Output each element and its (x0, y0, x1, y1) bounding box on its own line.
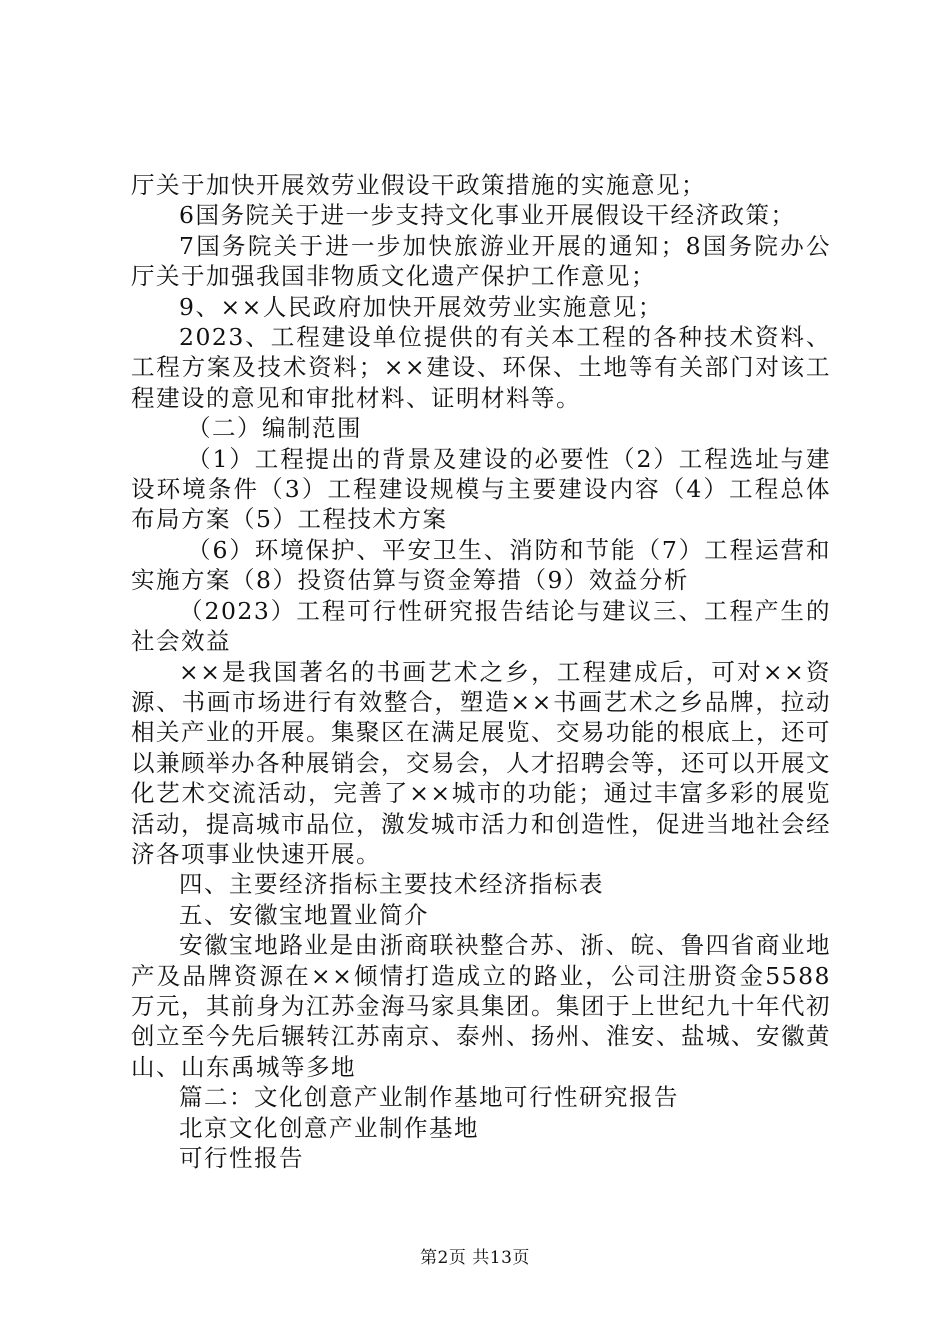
paragraph: 安徽宝地路业是由浙商联袂整合苏、浙、皖、鲁四省商业地产及品牌资源在××倾情打造成立的路业，公司注册资金5588万元，其前身为江苏金海马家具集团。集团于上世纪九十年代初创立至今先后辗转江苏南京、泰州、扬州、淮安、盐城、安徽黄山、山东禹城等多地 (131, 931, 831, 1081)
section-heading: （二）编制范围 (187, 414, 362, 443)
paragraph: （6）环境保护、平安卫生、消防和节能（7）工程运营和实施方案（8）投资估算与资金筹措（9）效益分析 (131, 535, 831, 595)
paragraph: 6国务院关于进一步支持文化事业开展假设干经济政策； (179, 201, 796, 230)
paragraph: 可行性报告 (179, 1144, 304, 1172)
page-number-footer: 第2页 共13页 (420, 1248, 530, 1268)
paragraph: 厅关于加快开展效劳业假设干政策措施的实施意见； (131, 171, 706, 199)
body-text (131, 170, 831, 1173)
section-heading: 篇二：文化创意产业制作基地可行性研究报告 (179, 1083, 679, 1112)
paragraph: 9、××人民政府加快开展效劳业实施意见； (179, 292, 663, 321)
paragraph: 北京文化创意产业制作基地 (179, 1113, 479, 1142)
section-heading: 四、主要经济指标主要技术经济指标表 (179, 870, 604, 899)
paragraph: ××是我国著名的书画艺术之乡，工程建成后，可对××资源、书画市场进行有效整合，塑造××书画艺术之乡品牌，拉动相关产业的开展。集聚区在满足展览、交易功能的根底上，还可以兼顾举办各种展销会，交易会，人才招聘会等，还可以开展文化艺术交流活动，完善了××城市的功能；通过丰富多彩的展览活动，提高城市品位，激发城市活力和创造性，促进当地社会经济各项事业快速开展。 (131, 657, 831, 868)
paragraph: （2023）工程可行性研究报告结论与建议三、工程产生的社会效益 (131, 596, 831, 656)
paragraph: 2023、工程建设单位提供的有关本工程的各种技术资料、工程方案及技术资料；××建设、环保、土地等有关部门对该工程建设的意见和审批材料、证明材料等。 (131, 323, 831, 412)
paragraph: 7国务院关于进一步加快旅游业开展的通知；8国务院办公厅关于加强我国非物质文化遗产保护工作意见； (131, 231, 831, 291)
section-heading: 五、安徽宝地置业简介 (179, 900, 429, 929)
paragraph: （1）工程提出的背景及建设的必要性（2）工程选址与建设环境条件（3）工程建设规模与主要建设内容（4）工程总体布局方案（5）工程技术方案 (131, 444, 831, 534)
